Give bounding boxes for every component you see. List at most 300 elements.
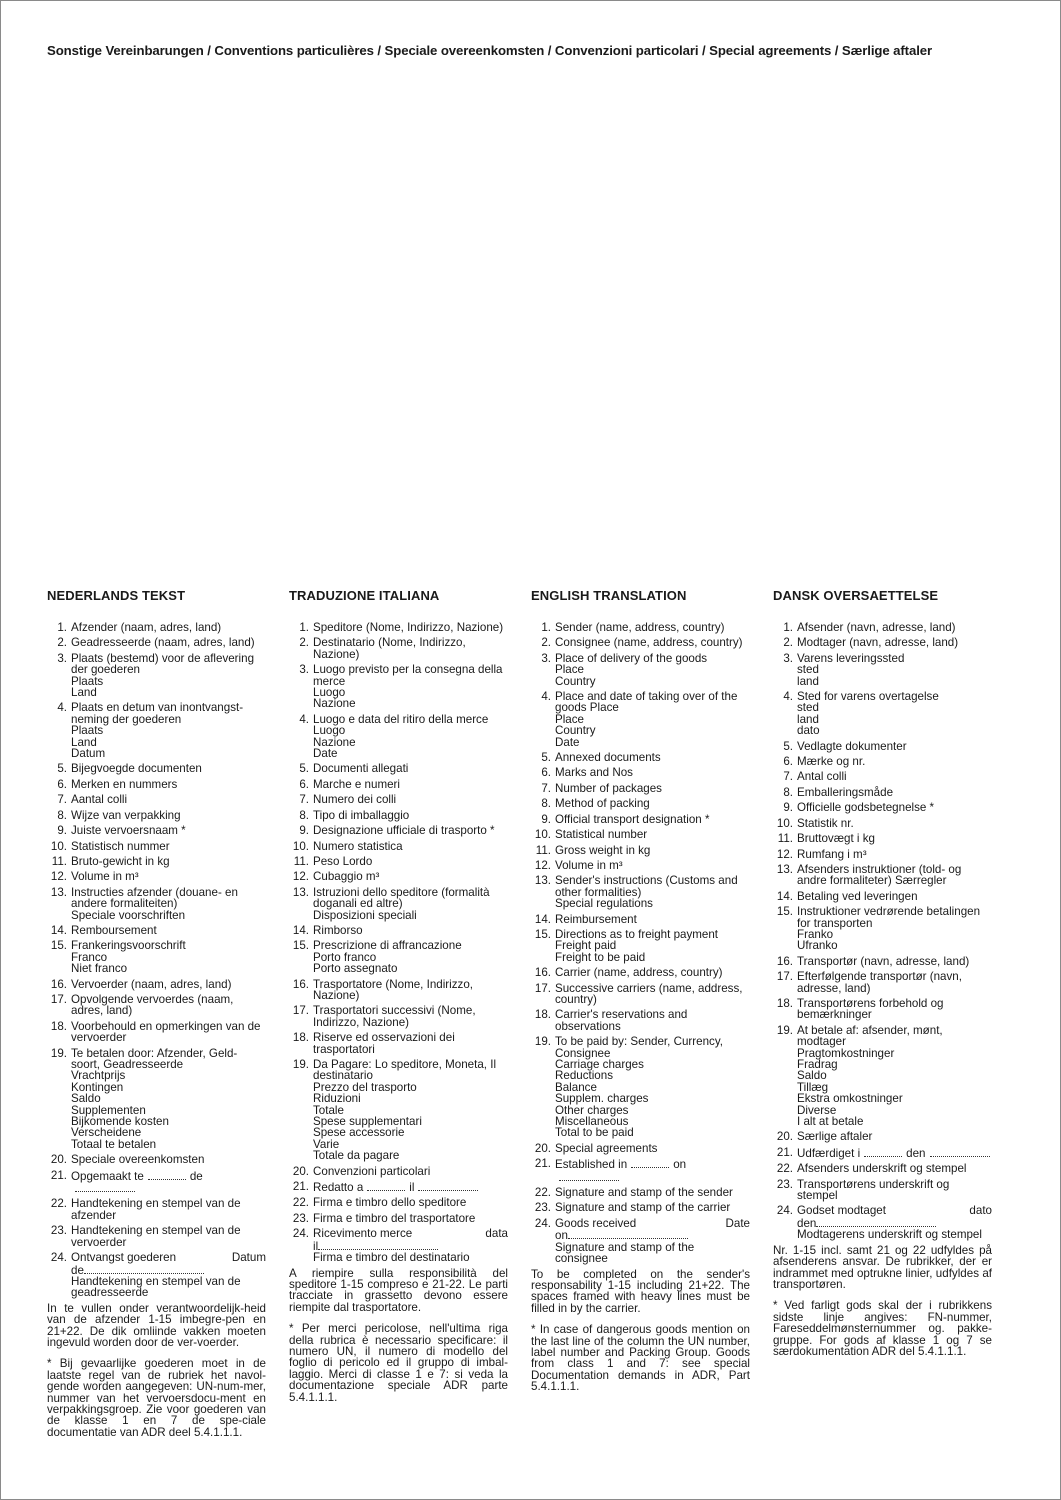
field-description <box>797 1025 992 1128</box>
form-field-item <box>531 1143 750 1154</box>
field-description <box>555 967 750 978</box>
field-description <box>555 637 750 648</box>
field-text-line: Country <box>555 674 596 688</box>
field-text-line: Carrier (name, address, country) <box>555 966 723 980</box>
field-description <box>313 1181 508 1193</box>
dotted-fill-line <box>148 1170 186 1180</box>
field-text-line: Geadresseerde (naam, adres, land) <box>71 636 255 650</box>
field-text-line: Directions as to freight payment <box>555 927 719 941</box>
field-number: 20. <box>534 1141 551 1155</box>
form-field-item <box>773 864 992 887</box>
field-date-label: Datum <box>231 1251 266 1265</box>
field-text-line: Handtekening en stempel van de vervoerder <box>71 1224 241 1249</box>
field-description <box>797 833 992 844</box>
field-number: 9. <box>57 824 67 838</box>
field-text-line: Vedlagte dokumenter <box>797 739 907 753</box>
field-text-line: Varens leveringssted <box>797 651 905 665</box>
field-description <box>797 802 992 813</box>
form-field-item <box>289 940 508 974</box>
form-field-item <box>773 818 992 829</box>
field-description <box>71 841 266 852</box>
field-description <box>555 875 750 909</box>
form-field-item <box>289 1166 508 1177</box>
field-description <box>71 887 266 921</box>
field-text-line: Other charges <box>555 1103 629 1117</box>
field-text-line: Verscheidene <box>71 1126 142 1140</box>
field-description <box>797 1131 992 1142</box>
field-text-line: Number of packages <box>555 781 662 795</box>
form-field-item <box>773 849 992 860</box>
field-text-line: Statistisch nummer <box>71 839 170 853</box>
form-field-item <box>773 741 992 752</box>
form-field-item <box>289 1005 508 1028</box>
field-line <box>555 1158 750 1183</box>
form-field-item <box>531 845 750 856</box>
field-description <box>313 1005 508 1028</box>
field-description <box>313 794 508 805</box>
field-description <box>555 1187 750 1198</box>
field-text-line: Fradrag <box>797 1058 838 1071</box>
field-label: Established in <box>555 1158 628 1172</box>
field-description <box>797 956 992 967</box>
field-description <box>555 752 750 763</box>
field-number: 14. <box>534 912 551 926</box>
field-label: den <box>797 1216 817 1230</box>
field-number: 5. <box>299 762 309 776</box>
field-number: 19. <box>292 1058 309 1071</box>
form-field-item <box>531 914 750 925</box>
field-text-line: Efterfølgende transportør (navn, adresse, land) <box>797 970 962 995</box>
field-number: 11. <box>293 854 309 868</box>
field-description <box>797 891 992 902</box>
form-field-item <box>47 1021 266 1044</box>
responsibility-note: In te vullen onder verantwoordelijk-heid van de afzender 1-15 imbegre-pen en 21+22. De dik omliinde vakken moeten ingevuld worden door de ver-voerder. <box>47 1301 266 1349</box>
field-description <box>71 825 266 836</box>
field-text-line: Bruttovægt i kg <box>797 832 875 846</box>
field-text-line: Supplementen <box>71 1103 146 1117</box>
field-number: 7. <box>541 781 551 795</box>
field-description <box>71 1225 266 1248</box>
field-description <box>797 653 992 687</box>
field-description <box>797 741 992 752</box>
field-number: 13. <box>292 885 309 899</box>
field-number: 12. <box>534 858 551 872</box>
field-text-line: Firma e timbro del trasportatore <box>313 1211 476 1225</box>
dotted-fill-line <box>559 1171 619 1181</box>
field-text-line: Plaats <box>71 724 104 738</box>
field-text-line: Handtekening en stempel van de geadresseerde <box>71 1274 241 1300</box>
form-field-item <box>47 1154 266 1165</box>
field-number: 9. <box>783 801 793 815</box>
field-description <box>313 1228 508 1263</box>
field-text-line: Prezzo del trasporto <box>313 1080 417 1094</box>
field-text-line: Transportørens forbehold og bemærkninger <box>797 996 944 1022</box>
field-line <box>555 1218 750 1229</box>
field-description <box>555 653 750 687</box>
form-field-item <box>773 653 992 687</box>
field-text-line: Ekstra omkostninger <box>797 1092 903 1106</box>
form-field-item <box>531 929 750 963</box>
field-description <box>555 1036 750 1139</box>
column-english <box>531 589 750 1393</box>
field-description <box>71 702 266 759</box>
field-description <box>71 940 266 974</box>
dangerous-goods-note: * Per merci pericolose, nell'ultima riga della rubrica è necessario specificare: il numero UN, il numero di modello del foglio di pericolo ed il gruppo di imbal-laggio. Merci di classe 1 e 7: si veda la documentazione speciale ADR parte 5.4.1.1.1. <box>289 1322 508 1404</box>
form-field-item <box>289 1197 508 1208</box>
field-text-line: Land <box>71 735 97 749</box>
field-number: 22. <box>50 1197 67 1211</box>
field-text-line: Wijze van verpakking <box>71 808 181 822</box>
form-field-item <box>47 622 266 633</box>
field-text-line: Afsenders instruktioner (told- og andre formaliteter) Særregler <box>797 862 962 888</box>
field-text-line: Te betalen door: Afzender, Geld-soort, Geadresseerde <box>71 1046 238 1071</box>
field-number: 9. <box>541 812 551 826</box>
field-number: 9. <box>299 824 309 838</box>
field-text-line: Totale da pagare <box>313 1149 400 1163</box>
form-field-item <box>773 1147 992 1159</box>
form-field-item <box>289 763 508 774</box>
field-text-line: Sender's instructions (Customs and other formalities) <box>555 874 738 899</box>
form-field-item <box>773 998 992 1021</box>
form-field-item <box>531 783 750 794</box>
field-text-line: Plaats (bestemd) voor de aflevering der goederen <box>71 651 255 677</box>
field-text-line: Handtekening en stempel van de afzender <box>71 1197 241 1222</box>
field-text-line: Firma e timbro del destinatario <box>313 1251 470 1265</box>
dotted-fill-line <box>418 1181 478 1191</box>
field-text-line: Franco <box>71 950 108 964</box>
field-number: 11. <box>535 843 551 857</box>
field-number: 23. <box>534 1201 551 1215</box>
field-description <box>555 622 750 633</box>
field-description <box>555 1218 750 1265</box>
column-danish <box>773 589 992 1357</box>
field-text-line: Special agreements <box>555 1141 658 1155</box>
field-number: 5. <box>57 762 67 776</box>
field-description <box>313 622 508 633</box>
field-text-line: Place <box>555 712 585 726</box>
field-description <box>71 1198 266 1221</box>
field-number: 2. <box>57 636 67 650</box>
field-description <box>797 849 992 860</box>
field-number: 15. <box>776 905 793 919</box>
form-field-item <box>289 664 508 710</box>
field-text-line: Luogo e data del ritiro della merce <box>313 712 489 726</box>
field-number: 24. <box>50 1251 67 1265</box>
field-text-line: Luogo <box>313 686 346 700</box>
field-number: 7. <box>783 770 793 784</box>
form-field-item <box>773 891 992 902</box>
field-description <box>71 1170 266 1195</box>
field-text-line: I alt at betale <box>797 1115 864 1129</box>
field-text-line: Annexed documents <box>555 751 661 765</box>
field-text-line: Antal colli <box>797 770 847 784</box>
field-number: 19. <box>534 1035 551 1049</box>
form-field-item <box>289 1213 508 1224</box>
field-description <box>313 856 508 867</box>
field-description <box>555 914 750 925</box>
field-label: Opgemaakt te <box>71 1169 144 1183</box>
form-field-item <box>531 1158 750 1183</box>
form-field-item <box>47 887 266 921</box>
field-number: 22. <box>292 1196 309 1210</box>
field-date-label: dato <box>969 1204 992 1218</box>
field-text-line: Tillæg <box>797 1080 829 1094</box>
field-number: 24. <box>776 1204 793 1218</box>
field-line <box>313 1181 508 1193</box>
form-field-item <box>773 622 992 633</box>
form-field-item <box>531 1187 750 1198</box>
field-number: 10. <box>776 816 793 830</box>
field-text-line: Gross weight in kg <box>555 843 651 857</box>
form-field-item <box>773 802 992 813</box>
field-description <box>313 1166 508 1177</box>
field-number: 4. <box>299 712 309 726</box>
form-field-item <box>47 779 266 790</box>
field-text-line: Spese accessorie <box>313 1126 405 1140</box>
field-description <box>555 814 750 825</box>
field-description <box>313 979 508 1002</box>
column-title: DANSK OVERSAETTELSE <box>773 588 939 603</box>
field-number: 4. <box>541 690 551 704</box>
form-field-item <box>531 1036 750 1139</box>
field-number: 17. <box>534 981 551 995</box>
field-text-line: Land <box>71 686 97 700</box>
field-text-line: Date <box>555 735 580 749</box>
field-number: 15. <box>50 939 67 953</box>
field-text-line: Rumfang i m³ <box>797 847 867 861</box>
form-field-item <box>47 1048 266 1151</box>
field-description <box>555 1158 750 1183</box>
field-text-line: Luogo previsto per la consegna della merce <box>313 663 503 688</box>
field-number: 2. <box>299 636 309 650</box>
form-field-item <box>289 637 508 660</box>
field-text-line: Spese supplementari <box>313 1115 422 1129</box>
field-line <box>555 1229 750 1241</box>
form-field-item <box>531 814 750 825</box>
field-text-line: Date <box>313 747 338 761</box>
field-text-line: Datum <box>71 747 106 761</box>
field-text-line: Franko <box>797 927 834 941</box>
field-number: 14. <box>50 923 67 937</box>
field-text-line: Afzender (naam, adres, land) <box>71 621 222 634</box>
field-number: 14. <box>776 889 793 903</box>
field-description <box>555 860 750 871</box>
field-text-line: Marks and Nos <box>555 766 633 780</box>
form-field-item <box>47 637 266 648</box>
field-number: 6. <box>57 777 67 791</box>
form-field-item <box>531 637 750 648</box>
field-number: 16. <box>534 966 551 980</box>
field-text-line: Place and date of taking over of the goods Place <box>555 690 738 715</box>
form-field-item <box>531 1009 750 1032</box>
field-number: 19. <box>776 1023 793 1037</box>
field-text-line: Peso Lordo <box>313 854 373 868</box>
column-dutch <box>47 589 266 1438</box>
field-number: 3. <box>783 651 793 665</box>
field-description <box>71 871 266 882</box>
field-text-line: Særlige aftaler <box>797 1130 873 1144</box>
field-number: 1. <box>57 621 67 634</box>
field-description <box>71 1154 266 1165</box>
field-number: 24. <box>292 1227 309 1241</box>
field-number: 1. <box>541 621 551 634</box>
field-text-line: Sender (name, address, country) <box>555 621 725 634</box>
field-description <box>797 864 992 887</box>
field-number: 23. <box>50 1224 67 1238</box>
field-line <box>313 1228 508 1239</box>
field-text-line: Afsenders underskrift og stempel <box>797 1162 967 1176</box>
field-text-line: Porto franco <box>313 950 377 964</box>
field-number: 18. <box>50 1019 67 1033</box>
field-text-line: Bijegvoegde documenten <box>71 762 202 776</box>
field-number: 15. <box>534 927 551 941</box>
form-field-item <box>531 983 750 1006</box>
field-text-line: Niet franco <box>71 962 128 976</box>
field-number: 7. <box>57 793 67 807</box>
field-number: 11. <box>51 854 67 868</box>
form-field-item <box>289 841 508 852</box>
field-description <box>313 841 508 852</box>
form-field-item <box>773 756 992 767</box>
field-description <box>71 810 266 821</box>
form-field-item <box>47 994 266 1017</box>
field-number: 10. <box>534 828 551 842</box>
field-label: on <box>673 1158 687 1172</box>
field-text-line: Pragtomkostninger <box>797 1046 895 1060</box>
field-number: 19. <box>50 1046 67 1060</box>
dangerous-goods-note: * In case of dangerous goods mention on the last line of the column the UN number, label number and Packing Group. Goods from class 1 and 7: see special Documentation demands in ADR, Part 5.4.1.1.1. <box>531 1323 750 1394</box>
field-text-line: Place <box>555 663 585 677</box>
field-text-line: Volume in m³ <box>555 858 623 872</box>
dangerous-goods-note: * Bij gevaarlijke goederen moet in de laatste regel van de rubriek het navol-gende worden aangegeven: UN-num-mer, nummer van het vervoersdocu-ment en verpakkingsgroep. Zie voor goederen van de klasse 1 en 7 de spe-ciale documentatie van ADR deel 5.4.1.1.1. <box>47 1357 266 1439</box>
field-text-line: Place of delivery of the goods <box>555 651 708 665</box>
field-number: 18. <box>534 1008 551 1022</box>
dotted-fill-line <box>930 1147 990 1157</box>
field-number: 21. <box>292 1180 309 1194</box>
field-text-line: Plaats en detum van inontvangst-neming der goederen <box>71 701 244 726</box>
special-agreements-heading: Sonstige Vereinbarungen / Conventions particulières / Speciale overeenkomsten / Convenzioni particolari / Special agreements / Særlige aftaler <box>47 43 933 58</box>
field-label: Udfærdiget i <box>797 1146 861 1160</box>
field-text-line: At betale af: afsender, mønt, modtager <box>797 1023 943 1049</box>
field-text-line: Porto assegnato <box>313 962 398 976</box>
field-description <box>555 798 750 809</box>
form-field-item <box>47 979 266 990</box>
field-number: 21. <box>50 1168 67 1182</box>
field-description <box>797 1147 992 1159</box>
responsibility-note: To be completed on the sender's responsability 1-15 including 21+22. The spaces framed with heavy lines must be filled in by the carrier. <box>531 1267 750 1315</box>
field-label: Godset modtaget <box>797 1204 886 1218</box>
field-label: de <box>71 1263 84 1277</box>
field-text-line: Special regulations <box>555 897 653 911</box>
field-text-line: Emballeringsmåde <box>797 785 894 799</box>
field-text-line: Trasportatori successivi (Nome, Indirizzo, Nazione) <box>313 1004 476 1029</box>
field-description <box>71 925 266 936</box>
form-field-item <box>773 906 992 952</box>
field-number: 23. <box>776 1177 793 1191</box>
field-number: 13. <box>776 862 793 876</box>
responsibility-note: A riempire sulla responsibilità del speditore 1-15 compreso e 21-22. Le parti tracciate in grassetto devono essere riempite dal trasportatore. <box>289 1266 508 1314</box>
field-text-line: Balance <box>555 1080 597 1094</box>
field-text-line: Reimbursement <box>555 912 637 926</box>
field-description <box>71 637 266 648</box>
field-date-label: Date <box>725 1216 750 1230</box>
field-description <box>313 779 508 790</box>
field-description <box>797 971 992 994</box>
field-text-line: Opvolgende vervoerdes (naam, adres, land) <box>71 992 234 1018</box>
form-field-item <box>47 841 266 852</box>
field-text-line: Bruto-gewicht in kg <box>71 854 170 868</box>
field-number: 6. <box>541 766 551 780</box>
dotted-fill-line <box>84 1264 204 1274</box>
field-text-line: Officielle godsbetegnelse * <box>797 801 935 815</box>
field-number: 17. <box>50 992 67 1006</box>
field-description <box>555 845 750 856</box>
field-text-line: Nazione <box>313 735 356 749</box>
field-text-line: Diverse <box>797 1103 837 1117</box>
field-text-line: Remboursement <box>71 923 157 937</box>
form-field-item <box>773 1025 992 1128</box>
responsibility-note: Nr. 1-15 incl. samt 21 og 22 udfyldes på afsenderens ansvar. De rubrikker, der er indrammet med optrukne linier, udfyldes af transportøren. <box>773 1243 992 1291</box>
dotted-fill-line <box>816 1217 936 1227</box>
field-text-line: Disposizioni speciali <box>313 908 417 922</box>
field-text-line: Prescrizione di affrancazione <box>313 939 462 953</box>
field-text-line: Varie <box>313 1137 340 1151</box>
field-description <box>797 998 992 1021</box>
field-description <box>555 691 750 748</box>
field-text-line: Da Pagare: Lo speditore, Moneta, Il destinatario <box>313 1058 497 1083</box>
form-field-item <box>289 887 508 921</box>
field-label: il <box>409 1181 415 1195</box>
field-number: 13. <box>534 874 551 888</box>
field-text-line: Marche e numeri <box>313 777 400 791</box>
field-text-line: Vrachtprijs <box>71 1069 126 1083</box>
form-field-item <box>531 622 750 633</box>
form-field-item <box>773 1205 992 1240</box>
field-date-label: data <box>485 1227 508 1241</box>
field-number: 20. <box>776 1130 793 1144</box>
field-text-line: land <box>797 712 819 726</box>
form-field-item <box>773 1179 992 1202</box>
form-field-item <box>773 1163 992 1174</box>
field-text-line: Nazione <box>313 697 356 711</box>
form-field-item <box>47 1252 266 1299</box>
field-text-line: Successive carriers (name, address, country) <box>555 981 743 1006</box>
field-description <box>797 1179 992 1202</box>
field-text-line: Rimborso <box>313 923 363 937</box>
column-title: ENGLISH TRANSLATION <box>531 588 687 603</box>
field-text-line: Aantal colli <box>71 793 128 807</box>
field-label: on <box>555 1229 568 1243</box>
field-line <box>71 1252 266 1263</box>
field-label: Goods received <box>555 1216 637 1230</box>
field-text-line: Afsender (navn, adresse, land) <box>797 621 956 634</box>
field-description <box>313 1213 508 1224</box>
form-field-item <box>47 653 266 699</box>
field-text-line: dato <box>797 724 820 738</box>
field-text-line: Istruzioni dello speditore (formalità doganali ed altre) <box>313 885 490 911</box>
field-text-line: Riduzioni <box>313 1092 361 1106</box>
field-text-line: Signature and stamp of the consignee <box>555 1240 695 1266</box>
form-field-item <box>289 622 508 633</box>
form-field-item <box>47 763 266 774</box>
field-text-line: Sted for varens overtagelse <box>797 690 939 704</box>
field-text-line: Bijkomende kosten <box>71 1115 169 1129</box>
field-text-line: Supplem. charges <box>555 1092 649 1106</box>
form-field-item <box>47 702 266 759</box>
field-text-line: Miscellaneous <box>555 1115 629 1129</box>
field-text-line: Trasportatore (Nome, Indirizzo, Nazione) <box>313 977 474 1002</box>
field-text-line: Modtagerens underskrift og stempel <box>797 1228 982 1242</box>
